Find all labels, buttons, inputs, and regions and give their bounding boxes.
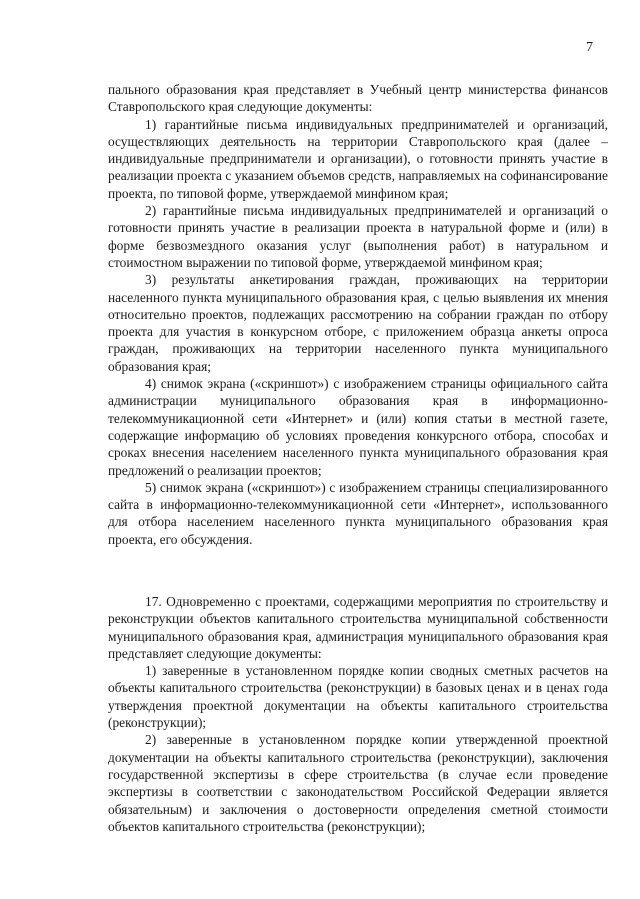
- section-17-paragraph: 17. Одновременно с проектами, содержащими мероприятия по строительству и реконструкции объектов капитального строительства муниципальной собственности муниципального образования края, администрация муниципального образования края представляет следующие документы:: [108, 594, 608, 661]
- list-item-3: 3) результаты анкетирования граждан, проживающих на территории населенного пункта муниципального образования края, с целью выявления их мнения относительно проектов, подлежащих рассмотрению на собрании граждан по отбору проекта для участия в конкурсном отборе, с приложением образца анкеты опроса граждан, проживающих на территории населенного пункта муниципального образования края;: [108, 272, 608, 374]
- section-17-item-2: 2) заверенные в установленном порядке копии утвержденной проектной документации на объекты капитального строительства (реконструкции), заключения государственной экспертизы в сфере строительства (в случае если проведение экспертизы в соответствии с законодательством Российской Федерации является обязательным) и заключения о достоверности определения сметной стоимости объектов капитального строительства (реконструкции);: [108, 732, 608, 834]
- list-item-2: 2) гарантийные письма индивидуальных предпринимателей и организаций о готовности принять участие в реализации проекта в натуральной форме и (или) в форме безвозмездного оказания услуг (выполнения работ) в натуральном и стоимостном выражении по типовой форме, утверждаемой минфином края;: [108, 203, 608, 270]
- list-item-5: 5) снимок экрана («скриншот») с изображением страницы специализированного сайта в информационно-телекоммуникационной сети «Интернет», использованного для отбора населением населенного пункта муниципального образования края проекта, его обсуждения.: [108, 479, 608, 547]
- list-item-4: 4) снимок экрана («скриншот») с изображением страницы официального сайта администрации муниципального образования края в информационно-телекоммуникационной сети «Интернет» и (или) копия статьи в местной газете, содержащие информацию об условиях проведения конкурсного отбора, способах и сроках внесения населением населенного пункта муниципального образования края предложений о реализации проектов;: [108, 376, 608, 478]
- paragraph-continuation: пального образования края представляет в Учебный центр министерства финансов Ставропольского края следующие документы:: [108, 82, 608, 115]
- list-item-1: 1) гарантийные письма индивидуальных предпринимателей и организаций, осуществляющих деятельность на территории Ставропольского края (далее – индивидуальные предприниматели и организации), о готовности принять участие в реализации проекта с указанием объемов средств, направляемых на софинансирование проекта, по типовой форме, утверждаемой минфином края;: [108, 116, 608, 201]
- text-block-section-17: [108, 593, 608, 835]
- text-block-continuation: [108, 81, 608, 548]
- page-number: 7: [586, 40, 593, 55]
- section-17-item-1: 1) заверенные в установленном порядке копии сводных сметных расчетов на объекты капитального строительства (реконструкции) в базовых ценах и в ценах года утверждения проектной документации на объекты капитального строительства (реконструкции);: [108, 663, 608, 731]
